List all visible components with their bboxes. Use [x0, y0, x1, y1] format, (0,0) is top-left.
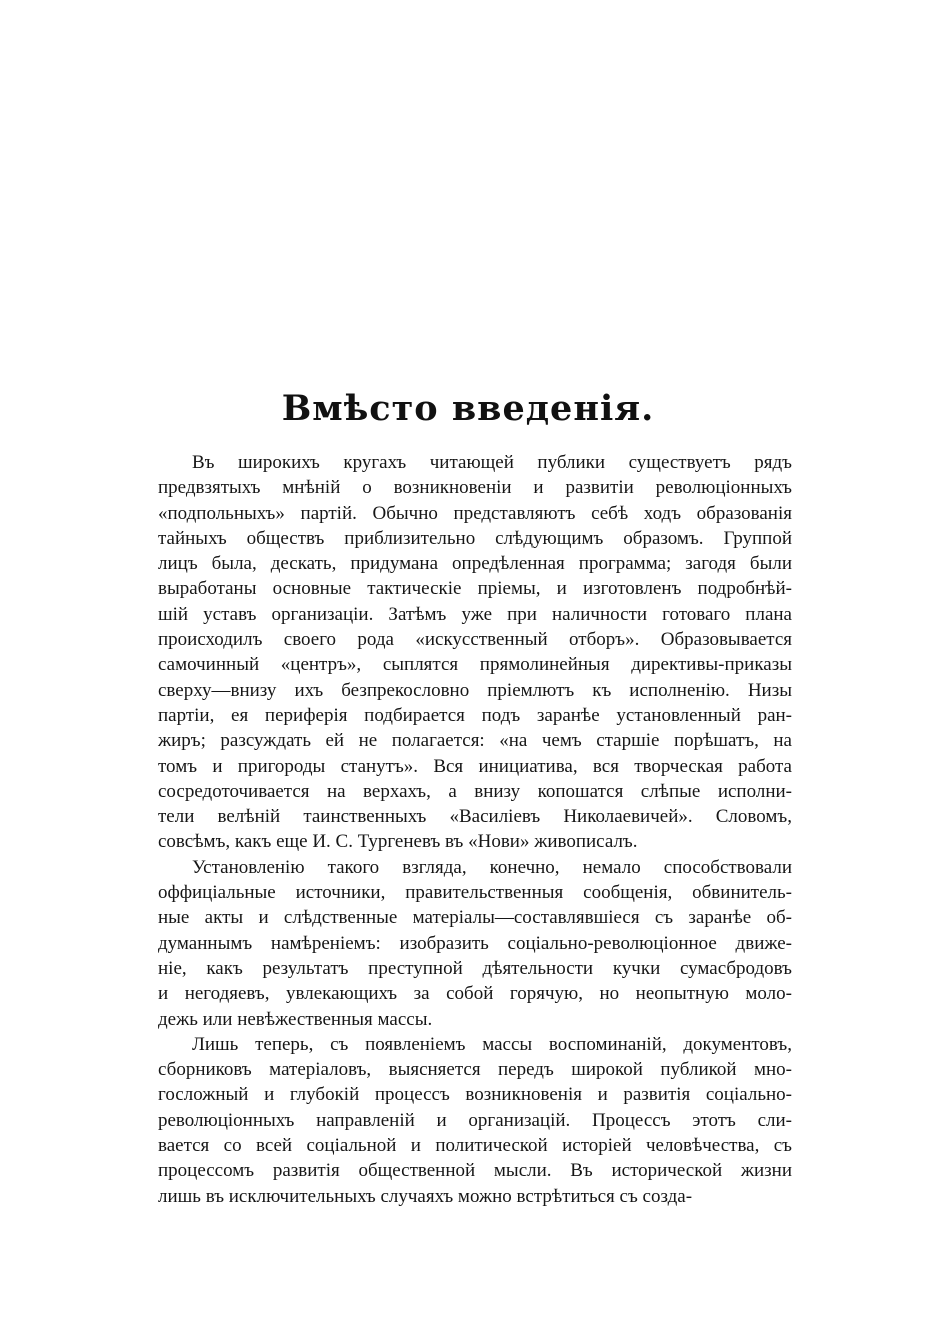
- text-line: томъ и пригороды станутъ». Вся инициатива, вся творческая работа: [158, 755, 792, 777]
- chapter-title: Вмѣсто введенія.: [281, 388, 655, 429]
- text-line: сверху—внизу ихъ безпрекословно пріемлютъ къ исполненію. Низы: [158, 679, 792, 701]
- text-line: дежь или невѣжественныя массы.: [158, 1008, 433, 1030]
- paragraph: [158, 1032, 792, 1209]
- text-line: Лишь теперь, съ появленіемъ массы воспоминаній, документовъ,: [192, 1033, 792, 1055]
- text-line: предвзятыхъ мнѣній о возникновеніи и развитіи революціонныхъ: [158, 477, 792, 499]
- text-line: сборниковъ матеріаловъ, выясняется передъ широкой публикой мно-: [158, 1059, 792, 1081]
- text-line: происходилъ своего рода «искусственный отборъ». Образовывается: [158, 629, 792, 651]
- text-line: тели велѣній таинственныхъ «Василіевъ Николаевичей». Словомъ,: [158, 806, 792, 828]
- text-line: процессомъ развитія общественной мысли. Въ исторической жизни: [158, 1160, 792, 1182]
- text-line: сосредоточивается на верхахъ, а внизу копошатся слѣпые исполни-: [158, 780, 792, 802]
- text-line: выработаны основные тактическіе пріемы, и изготовленъ подробнѣй-: [158, 578, 792, 600]
- text-line: шій уставъ организаціи. Затѣмъ уже при наличности готоваго плана: [158, 603, 792, 625]
- text-line: ные акты и слѣдственные матеріалы—составлявшіеся съ заранѣе об-: [158, 907, 792, 929]
- text-line: ніе, какъ результатъ преступной дѣятельности кучки сумасбродовъ: [158, 957, 792, 979]
- paragraph: [158, 450, 792, 855]
- text-line: революціонныхъ направленій и организацій. Процессъ этотъ сли-: [158, 1109, 792, 1131]
- text-line: «подпольныхъ» партій. Обычно представляютъ себѣ ходъ образованія: [158, 502, 792, 524]
- text-line: самочинный «центръ», сыплятся прямолинейныя директивы-приказы: [158, 654, 792, 676]
- text-line: Установленію такого взгляда, конечно, немало способствовали: [192, 856, 792, 878]
- text-line: вается со всей соціальной и политической исторіей человѣчества, съ: [158, 1135, 792, 1157]
- text-line: партіи, ея периферія подбирается подъ заранѣе установленный ран-: [158, 704, 792, 726]
- text-line: Въ широкихъ кругахъ читающей публики существуетъ рядъ: [192, 452, 792, 473]
- text-line: жиръ; разсуждать ей не полагается: «на чемъ старшіе порѣшатъ, на: [158, 730, 792, 752]
- text-line: думаннымъ намѣреніемъ: изобразить соціально-революціонное движе-: [158, 932, 792, 954]
- text-line: госложный и глубокій процессъ возникновенія и развитія соціально-: [158, 1084, 792, 1106]
- text-line: лицъ была, дескать, придумана опредѣленная программа; загодя были: [158, 553, 792, 575]
- text-line: лишь въ исключительныхъ случаяхъ можно встрѣтиться съ созда-: [158, 1185, 693, 1207]
- text-line: совсѣмъ, какъ еще И. С. Тургеневъ въ «Нови» живописалъ.: [158, 831, 638, 853]
- text-line: и негодяевъ, увлекающихъ за собой горячую, но неопытную моло-: [158, 983, 792, 1005]
- paragraph: [158, 855, 792, 1032]
- text-line: оффиціальные источники, правительственныя сообщенія, обвинитель-: [158, 882, 792, 904]
- body-text: [158, 450, 792, 1209]
- text-line: тайныхъ обществъ приблизительно слѣдующимъ образомъ. Группой: [158, 527, 792, 549]
